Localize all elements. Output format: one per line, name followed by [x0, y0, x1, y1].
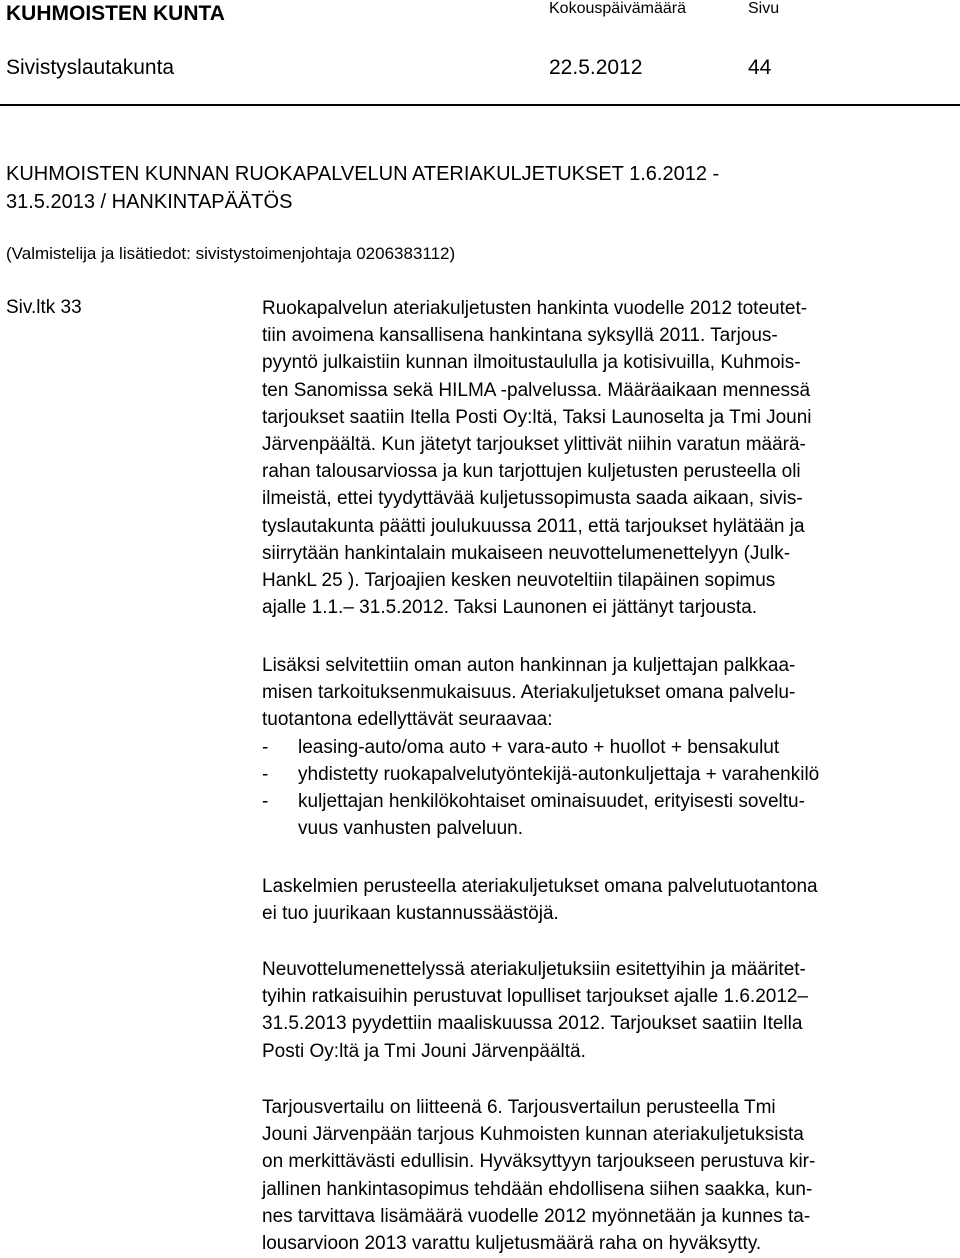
text-line: tiin avoimena kansallisena hankintana syksyllä 2011. Tarjous- — [262, 325, 778, 347]
list-item — [262, 761, 960, 788]
text-line: lousarvioon 2013 varattu kuljetusmäärä raha on hyväksytty. — [262, 1232, 762, 1254]
section-reference: Siv.ltk 33 — [6, 297, 82, 318]
text-line: nes tarvittava lisämäärä vuodelle 2012 myönnetään ja kunnes ta- — [262, 1205, 811, 1227]
list-item-text: yhdistetty ruokapalvelutyöntekijä-autonkuljettaja + varahenkilö — [298, 763, 820, 785]
list-dash: - — [262, 763, 269, 785]
text-line: 31.5.2013 pyydettiin maaliskuussa 2012. Tarjoukset saatiin Itella — [262, 1013, 803, 1035]
paragraph-comparison — [262, 1094, 960, 1257]
text-line: tarjoukset saatiin Itella Posti Oy:ltä, Taksi Launoselta ja Tmi Jouni — [262, 406, 812, 428]
title-line: 31.5.2013 / HANKINTAPÄÄTÖS — [6, 191, 293, 213]
list-item-text: leasing-auto/oma auto + vara-auto + huollot + bensakulut — [298, 736, 780, 758]
text-line: ten Sanomissa sekä HILMA -palvelussa. Määräaikaan mennessä — [262, 379, 811, 401]
header-divider — [0, 104, 960, 106]
list-item-text: vuus vanhusten palveluun. — [298, 818, 523, 840]
text-line: on merkittävästi edullisin. Hyväksyttyyn tarjoukseen perustuva kir- — [262, 1151, 816, 1173]
text-line: jallinen hankintasopimus tehdään ehdollisena siihen saakka, kun- — [262, 1178, 813, 1200]
text-line: siirrytään hankintalain mukaiseen neuvottelumenettelyyn (Julk- — [262, 542, 791, 564]
title-line: KUHMOISTEN KUNNAN RUOKAPALVELUN ATERIAKULJETUKSET 1.6.2012 - — [6, 163, 720, 185]
text-line: tyslautakunta päätti joulukuussa 2011, että tarjoukset hylätään ja — [262, 515, 805, 537]
paragraph-own-vehicle — [262, 652, 960, 842]
text-line: Jouni Järvenpään tarjous Kuhmoisten kunnan ateriakuljetuksista — [262, 1124, 804, 1146]
paragraph-procurement — [262, 295, 960, 621]
text-line: tyihin ratkaisuihin perustuvat lopulliset tarjoukset ajalle 1.6.2012– — [262, 986, 809, 1008]
text-line: Posti Oy:ltä ja Tmi Jouni Järvenpäältä. — [262, 1040, 586, 1062]
committee-name: Sivistyslautakunta — [6, 56, 175, 79]
text-line: misen tarkoituksenmukaisuus. Ateriakuljetukset omana palvelu- — [262, 682, 796, 704]
list-item — [262, 788, 960, 815]
organization-name: KUHMOISTEN KUNTA — [6, 2, 225, 25]
text-line: Neuvottelumenettelyssä ateriakuljetuksiin esitettyihin ja määritet- — [262, 959, 806, 980]
text-line: HankL 25 ). Tarjoajien kesken neuvoteltiin tilapäinen sopimus — [262, 569, 776, 591]
page-number: 44 — [748, 56, 772, 79]
text-line: Lisäksi selvitettiin oman auton hankinnan ja kuljettajan palkkaa- — [262, 655, 796, 676]
paragraph-calculations — [262, 873, 960, 927]
meeting-date: 22.5.2012 — [549, 56, 643, 79]
preparer-info: (Valmistelija ja lisätiedot: sivistystoimenjohtaja 0206383112) — [6, 244, 456, 263]
paragraph-negotiation — [262, 956, 960, 1065]
text-line: ei tuo juurikaan kustannussäästöjä. — [262, 903, 559, 925]
document-title — [6, 160, 719, 216]
list-item — [262, 734, 960, 761]
text-line: rahan talousarviossa ja kun tarjottujen kuljetusten perusteella oli — [262, 461, 801, 483]
text-line: Järvenpäältä. Kun jätetyt tarjoukset ylittivät niihin varatun määrä- — [262, 433, 806, 455]
text-line: pyyntö julkaistiin kunnan ilmoitustaululla ja kotisivuilla, Kuhmois- — [262, 352, 801, 374]
list-dash: - — [262, 790, 269, 812]
list-dash: - — [262, 736, 269, 758]
page-label: Sivu — [748, 0, 780, 17]
text-line: Ruokapalvelun ateriakuljetusten hankinta vuodelle 2012 toteutet- — [262, 298, 808, 319]
meeting-date-label: Kokouspäivämäärä — [549, 0, 686, 17]
text-line: ilmeistä, ettei tyydyttävää kuljetussopimusta saada aikaan, sivis- — [262, 488, 803, 510]
list-item-continuation — [262, 815, 960, 842]
text-line: Laskelmien perusteella ateriakuljetukset omana palvelutuotantona — [262, 876, 818, 897]
text-line: Tarjousvertailu on liitteenä 6. Tarjousvertailun perusteella Tmi — [262, 1097, 776, 1118]
text-line: ajalle 1.1.– 31.5.2012. Taksi Launonen ei jättänyt tarjousta. — [262, 597, 758, 619]
list-item-text: kuljettajan henkilökohtaiset ominaisuudet, erityisesti soveltu- — [298, 790, 805, 812]
text-line: tuotantona edellyttävät seuraavaa: — [262, 709, 553, 731]
